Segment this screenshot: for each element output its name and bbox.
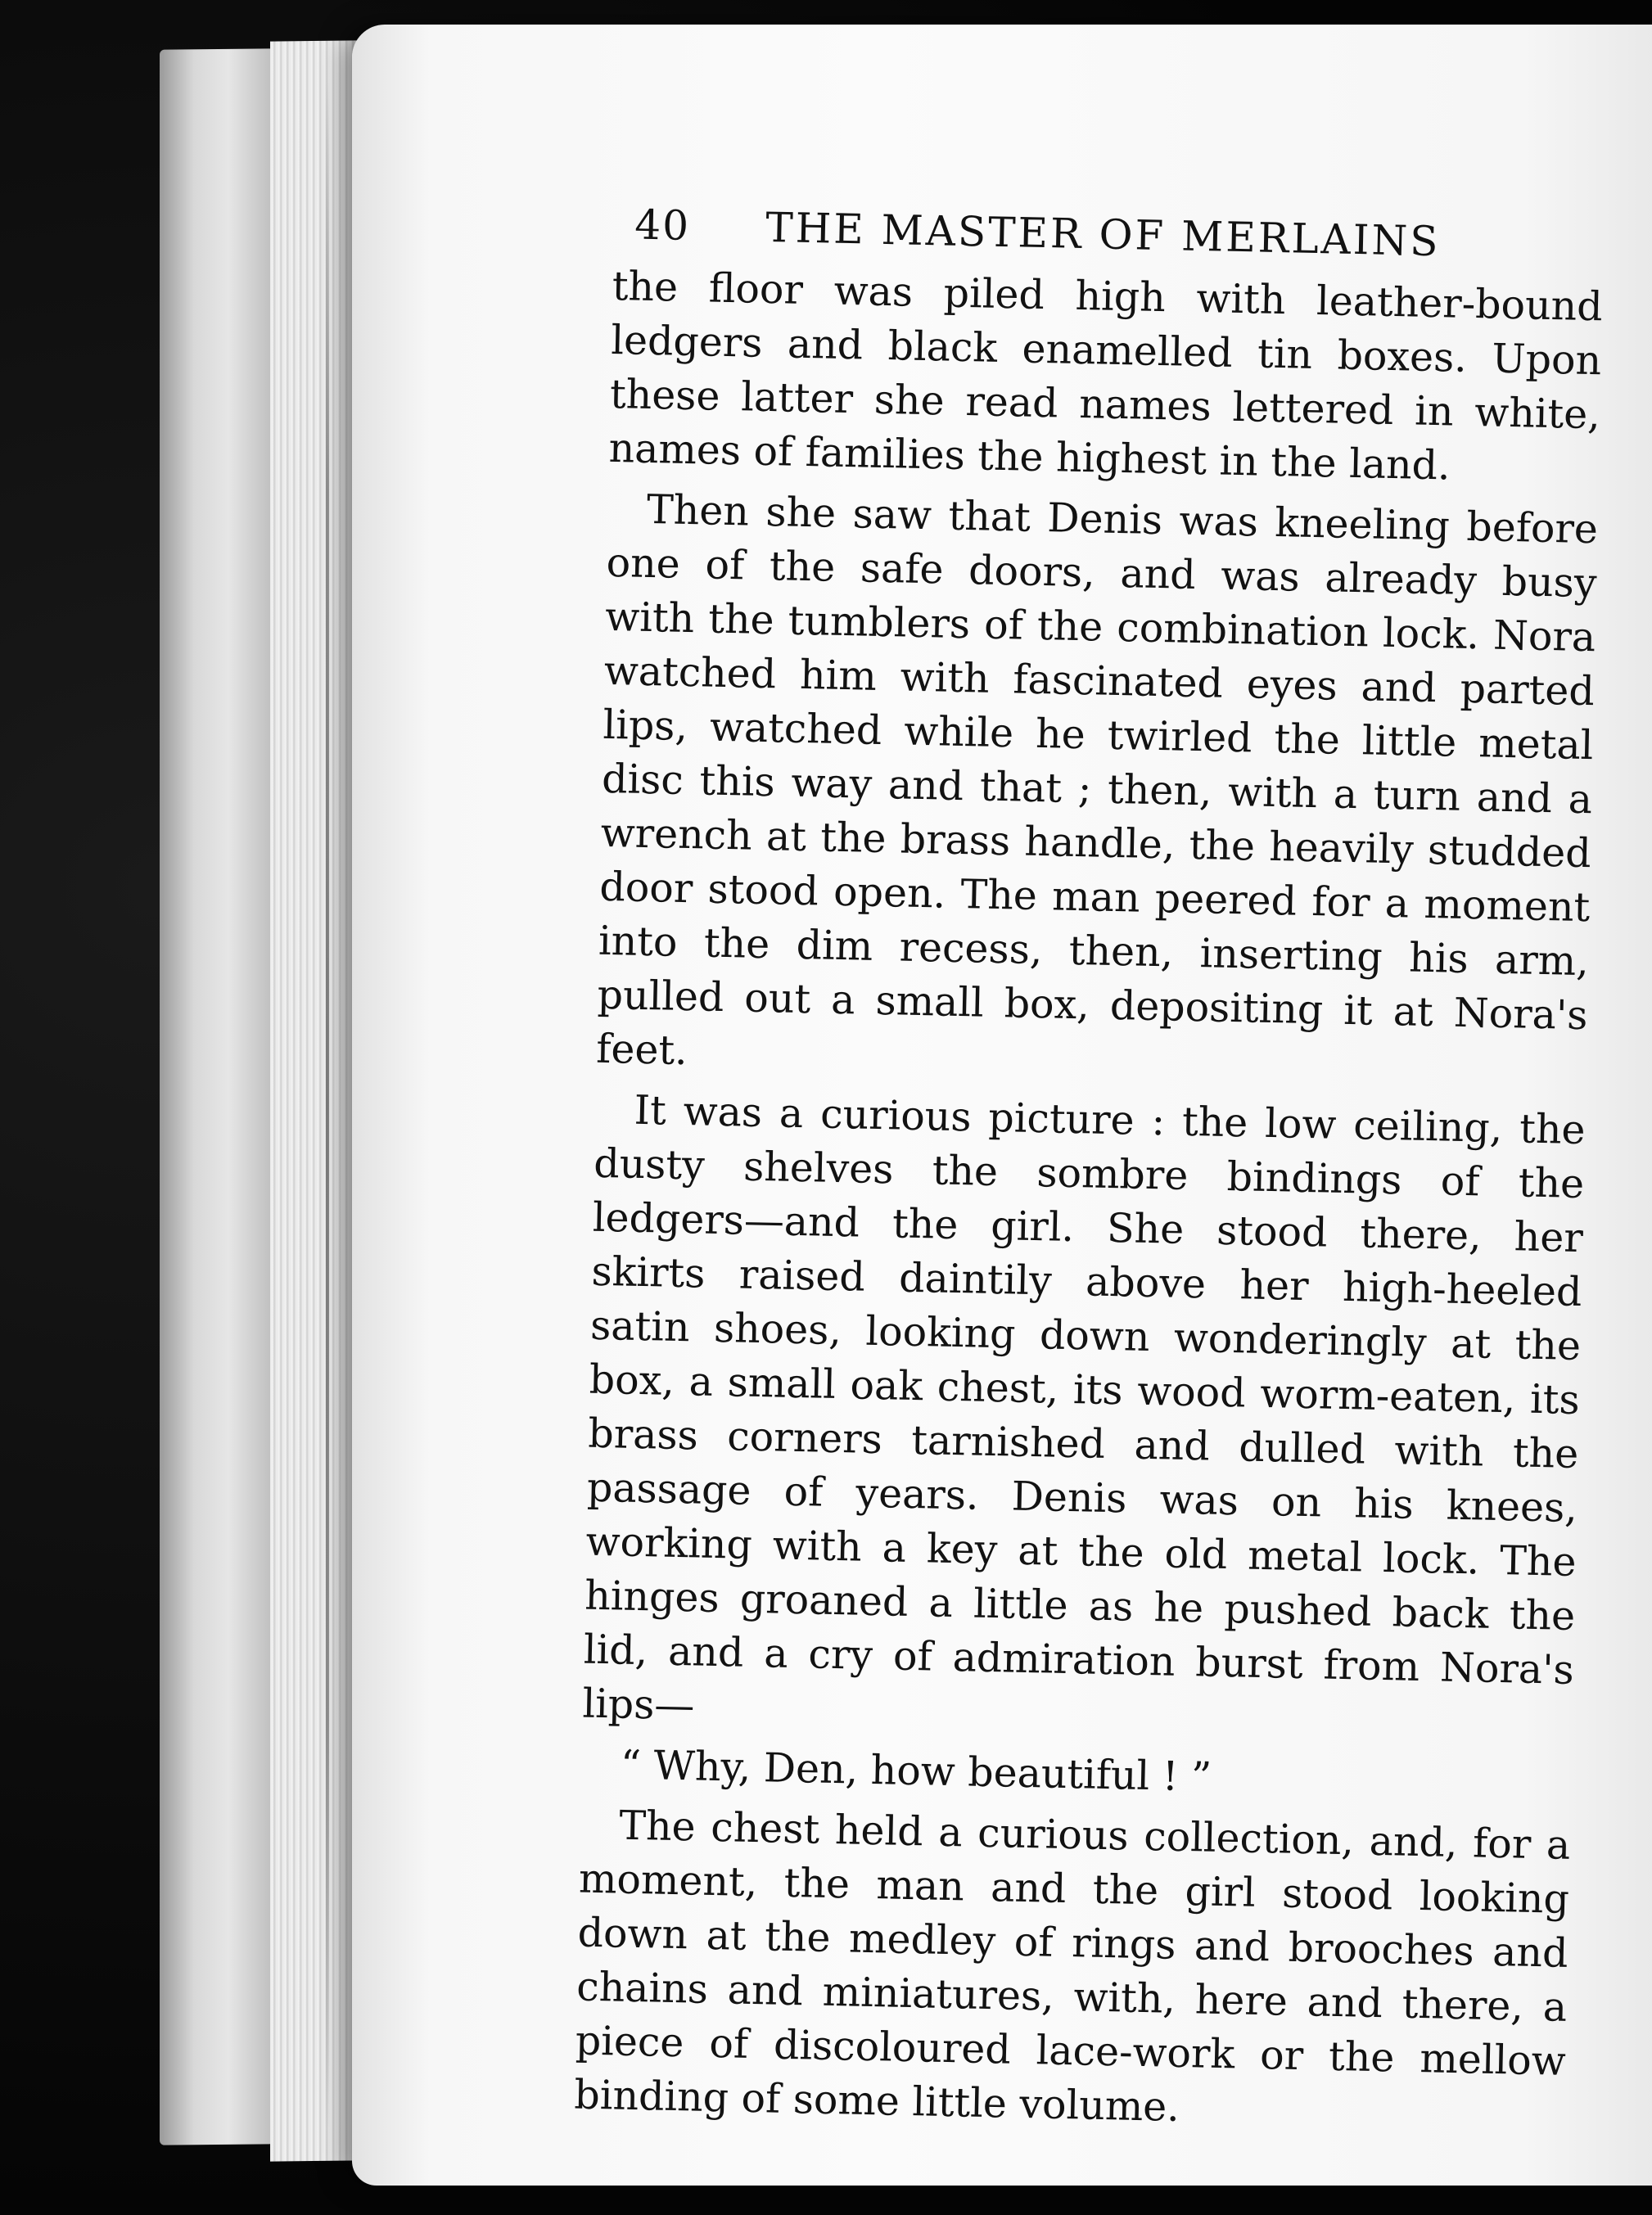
page-sheet [352,25,1652,2186]
body-text [574,259,1603,2143]
page-content [574,201,1605,2150]
binding-shadow [326,82,329,2128]
page-edges [270,40,360,2161]
paragraph-3: It was a curious picture : the low ceiling, the dusty shelves the sombre bindings of the ledgers—and the girl. She stood there, her skirts raised daintily above her high-heeled satin shoes, looking down wonderingly at the box, a small oak chest, its wood worm-eaten, its brass corners tarnished and dulled with the passage of years. Denis was on his knees, working with a key at the old metal lock. The hinges groaned a little as he pushed back the lid, and a cry of admiration burst from Nora's lips— [581,1086,1587,1730]
running-title: THE MASTER OF MERLAINS [765,203,1442,266]
paragraph-5: The chest held a curious collection, and, for a moment, the man and the girl stood looking down at the medley of rings and brooches and chains and miniatures, with, here and there, a piece of discoloured lace-work or the mellow binding of some little volume. [573,1802,1571,2131]
paragraph-2: Then she saw that Denis was kneeling before one of the safe doors, and was already busy with the tumblers of the combination lock. Nora watched him with fascinated eyes and parted lips, watched while he twirled the little metal disc this way and that ; then, with a turn and a wrench at the brass handle, the heavily studded door stood open. The man peered for a moment into the dim recess, then, inserting his arm, pulled out a small box, depositing it at Nora's feet. [595,485,1599,1075]
page-number: 40 [634,201,691,250]
running-head [634,201,1605,269]
book-edge [160,48,274,2145]
paragraph-4: “ Why, Den, how beautiful ! ” [620,1741,1212,1801]
paragraph-1: the floor was piled high with leather-bound ledgers and black enamelled tin boxes. Upon these latter she read names lettered in white, names of families the highest in the land. [608,262,1604,489]
